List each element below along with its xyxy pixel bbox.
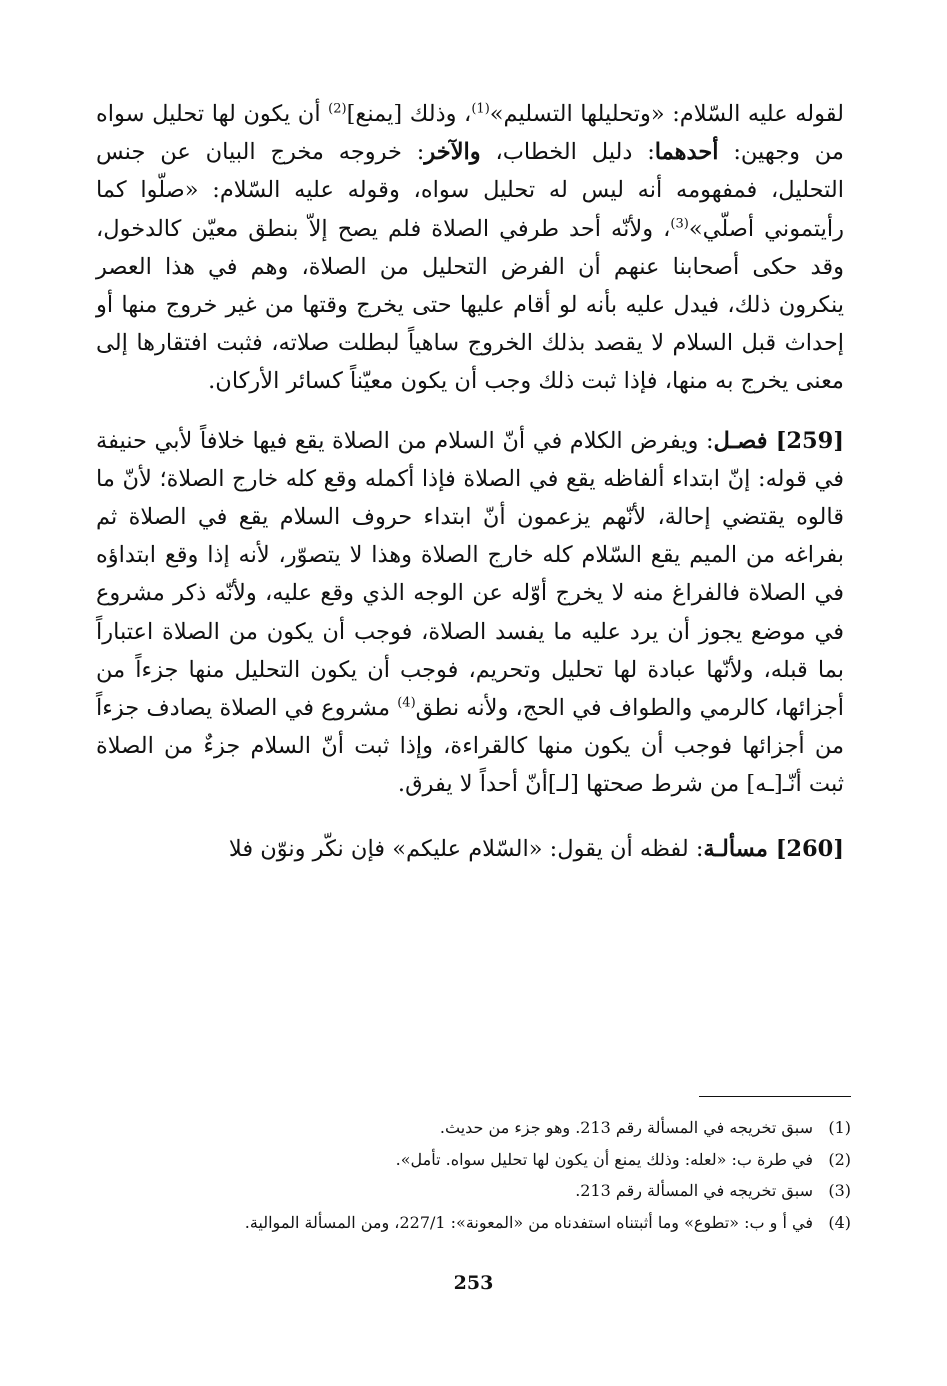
footnote-ref-2[interactable]: (2) [328,101,347,117]
text-segment: لقوله عليه السّلام: «وتحليلها التسليم» [489,101,844,127]
section-heading-259: [259] فصـل [713,427,844,454]
footnote-3 [103,1175,851,1207]
footnote-number: (1) [828,1118,851,1137]
text-segment: : دليل الخطاب، [480,139,655,166]
bold-term-second: والآخر [424,139,481,166]
footnote-divider [699,1096,851,1097]
footnote-text: سبق تخريجه في المسألة رقم 213. وهو جزء من حديث. [439,1118,813,1137]
text-segment: : لفظه أن يقول: «السّلام عليكم» فإن نكّر ونوّن فلا [228,835,704,862]
footnote-ref-3[interactable]: (3) [670,216,689,232]
text-segment: : ويفرض الكلام في أنّ السلام من الصلاة يقع فيها خلافاً لأبي حنيفة في قوله: إنّ ابتداء ألفاظه يقع في الصلاة فإذا أكمله وقع كله خارج الصلاة؛ لأنّ ما قالوه يقتضي إحالة، لأنّهم يزعمون أنّ ابتداء حروف السلام يقع في الصلاة ثم بفراغه من الميم يقع السّلام كله خارج الصلاة وهذا لا يتصوّر، لأنه إذا وقع ابتداؤه في الصلاة فالفراغ منه لا يخرج أوّله عن الوجه الذي وقع عليه، ولأنّه ذكر مشروع في موضع يجوز أن يرد عليه ما يفسد الصلاة، فوجب أن يكون من الصلاة اعتباراً بما قبله، ولأنّها عبادة لها تحليل وتحريم، فوجب أن يكون التحليل منها جزءاً من أجزائها، كالرمي والطواف في الحج، ولأنه نطق [96,427,844,722]
footnote-text: في أ و ب: «تطوع» وما أثبتناه استفدناه من «المعونة»: 227/1، ومن المسألة الموالية. [244,1212,813,1232]
footnote-1 [103,1112,851,1144]
paragraph-260 [96,830,844,868]
footnote-number: (3) [828,1181,851,1200]
footnote-number: (4) [828,1212,851,1232]
footnote-number: (2) [828,1149,851,1169]
bold-term-first: أحدهما [654,139,719,166]
text-segment: ، ولأنّه أحد طرفي الصلاة فلم يصح إلاّ بنطق معيّن كالدخول، وقد حكى أصحابنا عنهم أن الفرض التحليل من الصلاة، وهم في هذا العصر ينكرون ذلك، فيدل عليه بأنه لو أقام عليها حتى يخرج وقتها من غير خروج منها أو إحداث قبل السلام لا يقصد بذلك الخروج ساهياً لبطلت صلاته، فثبت افتقارها إلى معنى يخرج به منها، فإذا ثبت ذلك وجب أن يكون معيّناً كسائر الأركان. [96,215,844,395]
footnote-4 [103,1207,851,1239]
paragraph-1 [96,95,844,401]
text-segment: مشروع في الصلاة يصادف جزءاً من أجزائها فوجب أن يكون منها كالقراءة، وإذا ثبت أنّ السلام جزءٌ من الصلاة ثبت أنّـ[ـه] من شرط صحتها [لـ]أنّ أحداً لا يفرق. [96,695,844,798]
section-heading-260: [260] مسألـة [703,835,844,862]
paragraph-259 [96,422,844,804]
main-text [96,95,844,868]
text-segment: ، وذلك [يمنع] [346,101,472,127]
footnote-ref-4[interactable]: (4) [397,695,416,711]
footnote-text: في طرة ب: «لعله: وذلك يمنع أن يكون لها تحليل سواه. تأمل». [395,1149,813,1169]
footnote-ref-1[interactable]: (1) [471,101,490,117]
footnotes [103,1112,851,1238]
page-number: 253 [453,1272,494,1294]
footnote-text: سبق تخريجه في المسألة رقم 213. [575,1181,813,1200]
footnote-2 [103,1144,851,1176]
text-segment: أن يكون لها تحليل سواه من وجهين: [96,101,844,166]
text-segment: : خروجه مخرج البيان عن جنس التحليل، فمفهومه أنه ليس له تحليل سواه، وقوله عليه السّلام: «صلّوا كما رأيتموني أصلّي» [96,139,844,242]
